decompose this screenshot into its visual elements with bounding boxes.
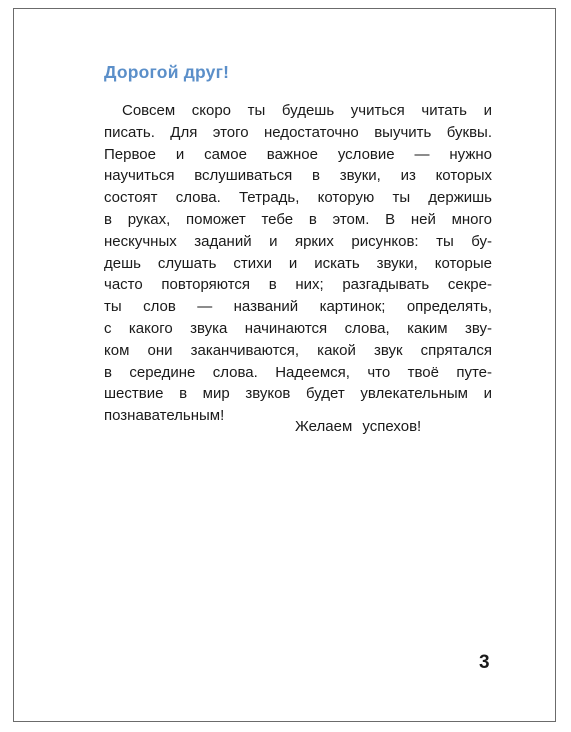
paragraph-line: с какого звука начинаются слова, каким зву- [104, 319, 492, 337]
letter-paragraph [104, 100, 492, 427]
paragraph-line: состоят слова. Тетрадь, которую ты держишь [104, 189, 492, 207]
paragraph-line: нескучных заданий и ярких рисунков: ты бу- [104, 232, 492, 250]
paragraph-line: познавательным! [104, 407, 225, 425]
paragraph-line: Первое и самое важное условие — нужно [104, 145, 492, 163]
paragraph-line: Совсем скоро ты будешь учиться читать и [122, 102, 492, 119]
paragraph-line: в руках, поможет тебе в этом. В ней много [104, 210, 492, 228]
paragraph-line: шествие в мир звуков будет увлекательным и [104, 385, 492, 403]
page-heading: Дорогой друг! [104, 62, 230, 82]
paragraph-line: дешь слушать стихи и искать звуки, которые [104, 254, 492, 272]
closing-wish: Желаем успехов! [295, 418, 422, 435]
paragraph-line: писать. Для этого недостаточно выучить буквы. [104, 123, 492, 141]
paragraph-line: ком они заканчиваются, какой звук спрятался [104, 341, 492, 359]
page-number: 3 [479, 652, 490, 673]
paragraph-line: часто повторяются в них; разгадывать секре- [104, 276, 492, 294]
paragraph-line: научиться вслушиваться в звуки, из которых [104, 167, 492, 185]
paragraph-line: в середине слова. Надеемся, что твоё путе- [104, 363, 492, 381]
paragraph-line: ты слов — названий картинок; определять, [104, 298, 492, 316]
